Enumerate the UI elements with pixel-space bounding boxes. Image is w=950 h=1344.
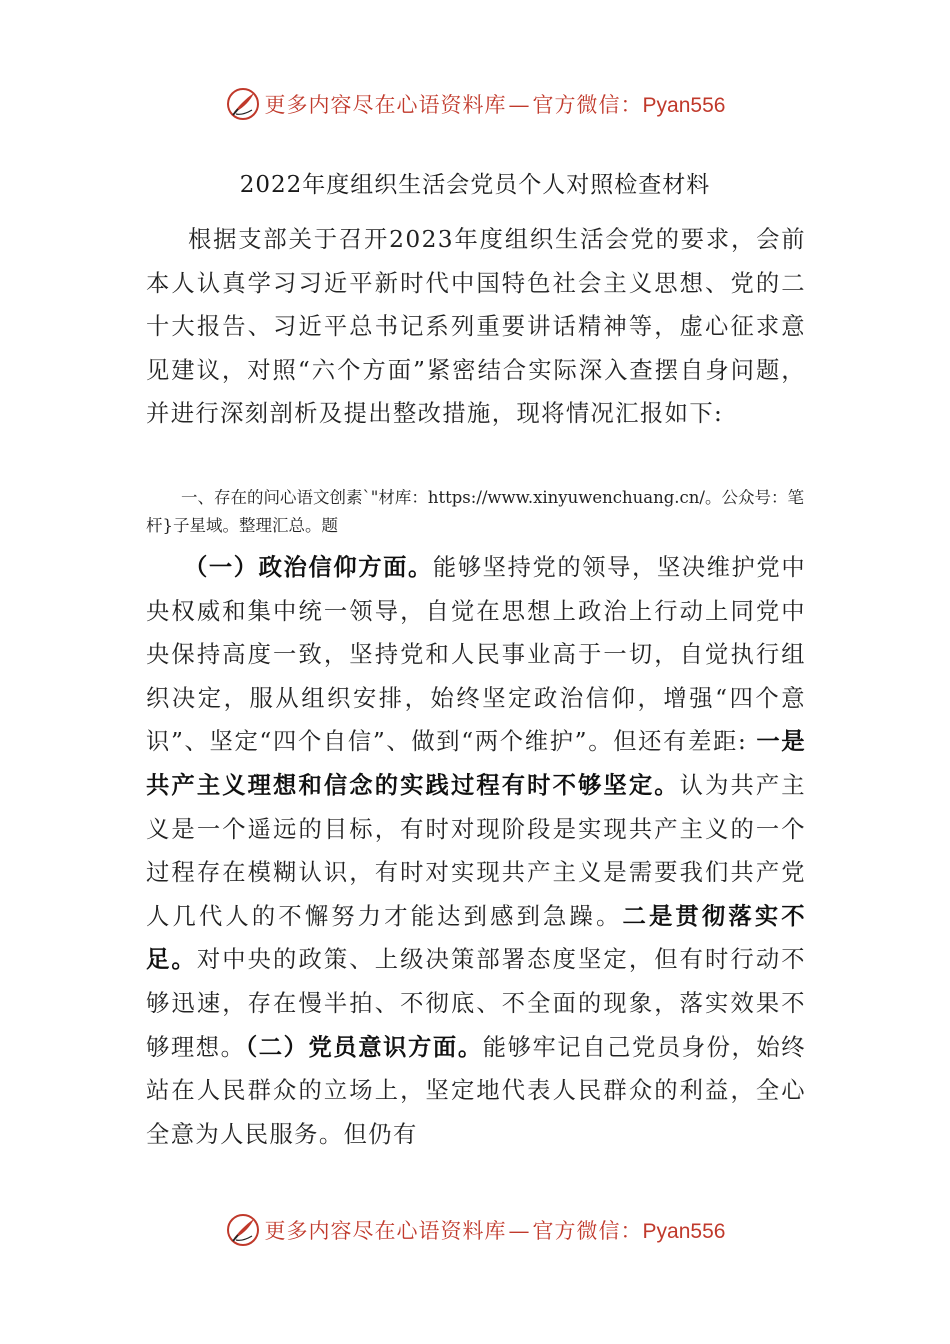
footer-wechat-id: Pyan556: [642, 1220, 726, 1243]
quill-pen-icon: [225, 1212, 261, 1248]
section1-heading: （一）政治信仰方面。: [184, 554, 433, 581]
footer-dash: —: [508, 1219, 531, 1243]
header-wechat-label: 官方微信：: [532, 93, 643, 117]
footer-banner: [0, 1210, 950, 1250]
section2-heading: （二）党员意识方面。: [245, 1033, 483, 1061]
header-banner: [0, 84, 950, 124]
point2-heading: 二是贯彻落实不足。: [146, 902, 806, 974]
document-title: 2022年度组织生活会党员个人对照检查材料: [239, 172, 711, 198]
header-wechat-id: Pyan556: [642, 94, 726, 117]
section-paragraph: [146, 546, 806, 1156]
point2-text: 对中央的政策、上级决策部署态度坚定，但有时行动不够迅速，存在慢半拍、不彻底、不全面的现象，落实效果不够理想。: [146, 946, 806, 1061]
intro-paragraph: 根据支部关于召开2023年度组织生活会党的要求，会前本人认真学习习近平新时代中国特色社会主义思想、党的二十大报告、习近平总书记系列重要讲话精神等，虚心征求意见建议，对照“六个方面”紧密结合实际深入查摆自身问题，并进行深刻剖析及提出整改措施，现将情况汇报如下:: [146, 226, 806, 428]
header-text: [265, 89, 726, 119]
section-note: 一、存在的问心语文创素`"材库：https://www.xinyuwenchuang.cn/。公众号：笔杆}子星域。整理汇总。题: [146, 488, 804, 535]
header-dash: —: [508, 93, 531, 117]
header-site-name: 更多内容尽在心语资料库: [264, 93, 507, 117]
section1-text: 能够坚持党的领导，坚决维护党中央权威和集中统一领导，自觉在思想上政治上行动上同党中央保持高度一致，坚持党和人民事业高于一切，自觉执行组织决定，服从组织安排，始终坚定政治信仰，增强“四个意识”、坚定“四个自信”、做到“两个维护”。但还有差距:: [146, 554, 807, 756]
quill-pen-icon: [225, 86, 261, 122]
section2-text: 能够牢记自己党员身份，始终站在人民群众的立场上，坚定地代表人民群众的利益，全心全意为人民服务。但仍有: [146, 1033, 806, 1148]
point1-text: 认为共产主义是一个遥远的目标，有时对现阶段是实现共产主义的一个过程存在模糊认识，有时对实现共产主义是需要我们共产党人几代人的不懈努力才能达到感到急躁。: [146, 771, 807, 930]
point1-heading: 一是共产主义理想和信念的实践过程有时不够坚定。: [146, 728, 806, 799]
footer-text: [265, 1215, 726, 1245]
footer-wechat-label: 官方微信：: [532, 1219, 643, 1243]
footer-site-name: 更多内容尽在心语资料库: [264, 1219, 507, 1243]
